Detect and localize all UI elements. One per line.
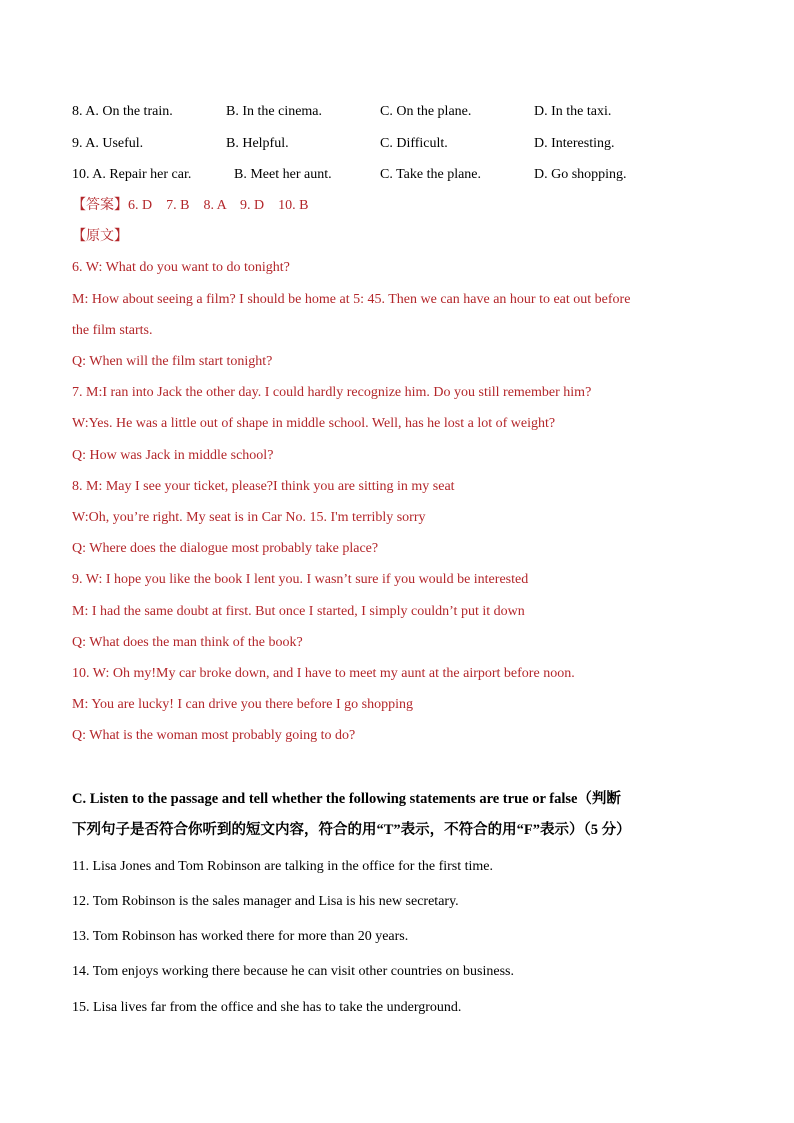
statement-11: 11. Lisa Jones and Tom Robinson are talking in the office for the first time. <box>72 859 494 874</box>
transcript-line: Q: What does the man think of the book? <box>72 635 303 650</box>
option-a: 9. A. Useful. <box>72 136 144 151</box>
transcript-heading: 【原文】 <box>72 229 128 244</box>
option-c: C. Take the plane. <box>380 167 482 182</box>
transcript-line: W:Yes. He was a little out of shape in middle school. Well, has he lost a lot of weight? <box>72 416 556 431</box>
transcript-line: 8. M: May I see your ticket, please?I think you are sitting in my seat <box>72 479 455 494</box>
option-b: B. Meet her aunt. <box>234 167 332 182</box>
statement-14: 14. Tom enjoys working there because he can visit other countries on business. <box>72 964 514 979</box>
transcript-line: Q: Where does the dialogue most probably take place? <box>72 541 379 556</box>
transcript-line: M: How about seeing a film? I should be home at 5: 45. Then we can have an hour to eat out before <box>72 292 631 307</box>
statement-15: 15. Lisa lives far from the office and she has to take the underground. <box>72 1000 462 1015</box>
option-b: B. In the cinema. <box>226 104 323 119</box>
section-c-heading-line1: C. Listen to the passage and tell whether the following statements are true or false（判断 <box>72 791 621 807</box>
transcript-line: Q: When will the film start tonight? <box>72 354 273 369</box>
transcript-line: M: I had the same doubt at first. But once I started, I simply couldn’t put it down <box>72 604 525 619</box>
answer-line: 【答案】6. D 7. B 8. A 9. D 10. B <box>72 198 309 213</box>
option-d: D. Interesting. <box>534 136 615 151</box>
transcript-line: W:Oh, you’re right. My seat is in Car No. 15. I'm terribly sorry <box>72 510 426 525</box>
transcript-line: M: You are lucky! I can drive you there before I go shopping <box>72 697 413 712</box>
transcript-line: 7. M:I ran into Jack the other day. I could hardly recognize him. Do you still remember him? <box>72 385 592 400</box>
option-d: D. In the taxi. <box>534 104 612 119</box>
statement-13: 13. Tom Robinson has worked there for more than 20 years. <box>72 929 409 944</box>
transcript-line: Q: How was Jack in middle school? <box>72 448 274 463</box>
option-c: C. On the plane. <box>380 104 472 119</box>
statement-12: 12. Tom Robinson is the sales manager and Lisa is his new secretary. <box>72 894 459 909</box>
option-c: C. Difficult. <box>380 136 448 151</box>
option-a: 8. A. On the train. <box>72 104 173 119</box>
option-b: B. Helpful. <box>226 136 289 151</box>
transcript-line: Q: What is the woman most probably going to do? <box>72 728 356 743</box>
transcript-line: the film starts. <box>72 323 153 338</box>
transcript-line: 9. W: I hope you like the book I lent you. I wasn’t sure if you would be interested <box>72 572 529 587</box>
option-d: D. Go shopping. <box>534 167 627 182</box>
section-c-heading-line2: 下列句子是否符合你听到的短文内容，符合的用“T”表示，不符合的用“F”表示）（5 分） <box>72 822 631 838</box>
option-a: 10. A. Repair her car. <box>72 167 192 182</box>
transcript-line: 6. W: What do you want to do tonight? <box>72 260 290 275</box>
transcript-line: 10. W: Oh my!My car broke down, and I have to meet my aunt at the airport before noon. <box>72 666 575 681</box>
